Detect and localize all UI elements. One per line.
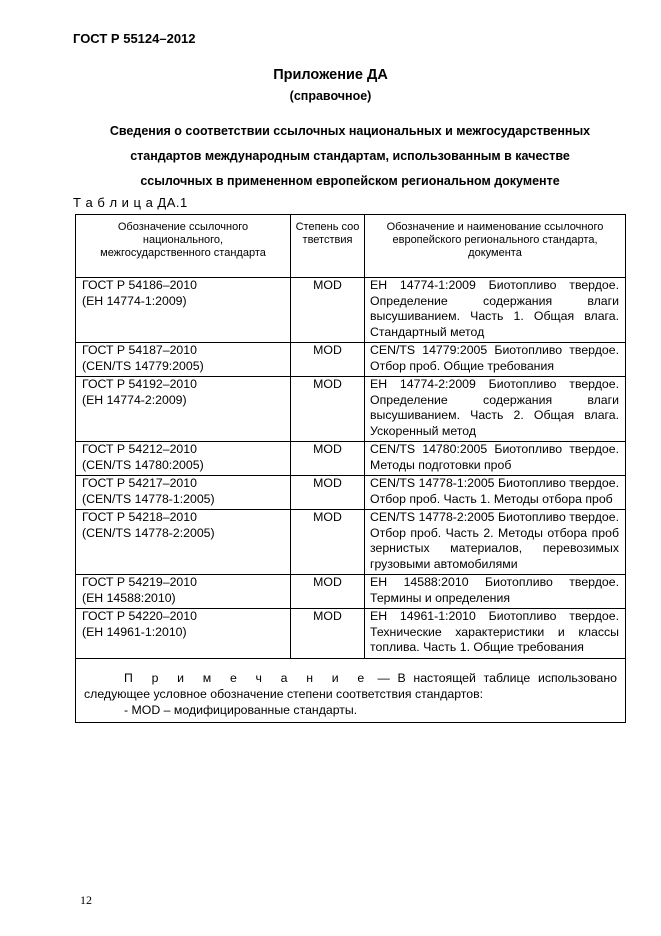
appendix-subtitle: (справочное) (289, 89, 372, 103)
section-heading (76, 119, 624, 194)
table-row (76, 442, 626, 476)
national-standard-line: ГОСТ Р 54192–2010 (82, 377, 197, 391)
national-standard-line: (ЕН 14588:2010) (82, 590, 176, 605)
cell-degree: MOD (291, 510, 365, 575)
cell-national-standard (76, 510, 291, 575)
header-degree: Степень соответствия (291, 215, 365, 278)
table-row (76, 377, 626, 442)
correspondence-table (75, 214, 626, 723)
note-text: — В настоящей таблице использовано следующее условное обозначение степени соответствия стандартов: (84, 670, 617, 701)
page-number: 12 (80, 893, 92, 907)
national-standard-line: ГОСТ Р 54186–2010 (82, 278, 197, 292)
appendix-title: Приложение ДА (273, 67, 388, 83)
heading-line: Сведения о соответствии ссылочных национальных и межгосударственных (109, 124, 591, 138)
cell-national-standard (76, 377, 291, 442)
cell-degree: MOD (291, 442, 365, 476)
table-row (76, 510, 626, 575)
national-standard-line: (CEN/TS 14778-1:2005) (82, 491, 215, 506)
table-note (76, 658, 626, 722)
cell-european-standard: CEN/TS 14778-1:2005 Биотопливо твердое. Отбор проб. Часть 1. Методы отбора проб (365, 476, 626, 510)
note-item: - MOD – модифицированные стандарты. (124, 702, 358, 717)
national-standard-line: ГОСТ Р 54212–2010 (82, 442, 197, 456)
national-standard-line: ГОСТ Р 54219–2010 (82, 575, 197, 589)
cell-european-standard: ЕН 14774-1:2009 Биотопливо твердое. Определение содержания влаги высушиванием. Часть 1. Общая влага. Стандартный метод (365, 278, 626, 343)
cell-european-standard: ЕН 14774-2:2009 Биотопливо твердое. Определение содержания влаги высушиванием. Часть 2. Общая влага. Ускоренный метод (365, 377, 626, 442)
cell-national-standard (76, 343, 291, 377)
table-row (76, 609, 626, 659)
national-standard-line: ГОСТ Р 54217–2010 (82, 476, 197, 490)
national-standard-line: (CEN/TS 14780:2005) (82, 457, 204, 472)
table-row (76, 476, 626, 510)
cell-national-standard (76, 609, 291, 659)
heading-line: стандартов международным стандартам, использованным в качестве (130, 149, 570, 163)
cell-degree: MOD (291, 609, 365, 659)
cell-degree: MOD (291, 575, 365, 609)
cell-degree: MOD (291, 476, 365, 510)
cell-european-standard: CEN/TS 14779:2005 Биотопливо твердое. Отбор проб. Общие требования (365, 343, 626, 377)
national-standard-line: (CEN/TS 14779:2005) (82, 358, 204, 373)
national-standard-line: ГОСТ Р 54220–2010 (82, 609, 197, 623)
document-code: ГОСТ Р 55124–2012 (73, 31, 196, 46)
cell-national-standard (76, 278, 291, 343)
cell-national-standard (76, 442, 291, 476)
national-standard-line: (ЕН 14774-1:2009) (82, 293, 187, 308)
table-label: Т а б л и ц а ДА.1 (73, 195, 188, 210)
table-body (76, 278, 626, 659)
note-row (76, 658, 626, 722)
cell-degree: MOD (291, 278, 365, 343)
cell-european-standard: CEN/TS 14778-2:2005 Биотопливо твердое. Отбор проб. Часть 2. Методы отбора проб зернистых материалов, перевозимых грузовыми автомобилями (365, 510, 626, 575)
cell-degree: MOD (291, 343, 365, 377)
national-standard-line: (ЕН 14774-2:2009) (82, 392, 187, 407)
header-european-standard: Обозначение и наименование ссылочного европейского регионального стандарта, документа (365, 215, 626, 278)
cell-european-standard: ЕН 14588:2010 Биотопливо твердое. Термины и определения (365, 575, 626, 609)
header-national-standard: Обозначение ссылочного национального, межгосударственного стандарта (76, 215, 291, 278)
national-standard-line: ГОСТ Р 54187–2010 (82, 343, 197, 357)
cell-degree: MOD (291, 377, 365, 442)
cell-national-standard (76, 575, 291, 609)
table-row (76, 278, 626, 343)
national-standard-line: ГОСТ Р 54218–2010 (82, 510, 197, 524)
table-row (76, 343, 626, 377)
table-row (76, 575, 626, 609)
cell-european-standard: CEN/TS 14780:2005 Биотопливо твердое. Методы подготовки проб (365, 442, 626, 476)
national-standard-line: (ЕН 14961-1:2010) (82, 624, 187, 639)
heading-line: ссылочных в примененном европейском региональном документе (140, 174, 560, 188)
national-standard-line: (CEN/TS 14778-2:2005) (82, 525, 215, 540)
cell-national-standard (76, 476, 291, 510)
note-label: П р и м е ч а н и е (124, 670, 370, 685)
cell-european-standard: ЕН 14961-1:2010 Биотопливо твердое. Технические характеристики и классы топлива. Часть 1. Общие требования (365, 609, 626, 659)
table-header-row (76, 215, 626, 278)
